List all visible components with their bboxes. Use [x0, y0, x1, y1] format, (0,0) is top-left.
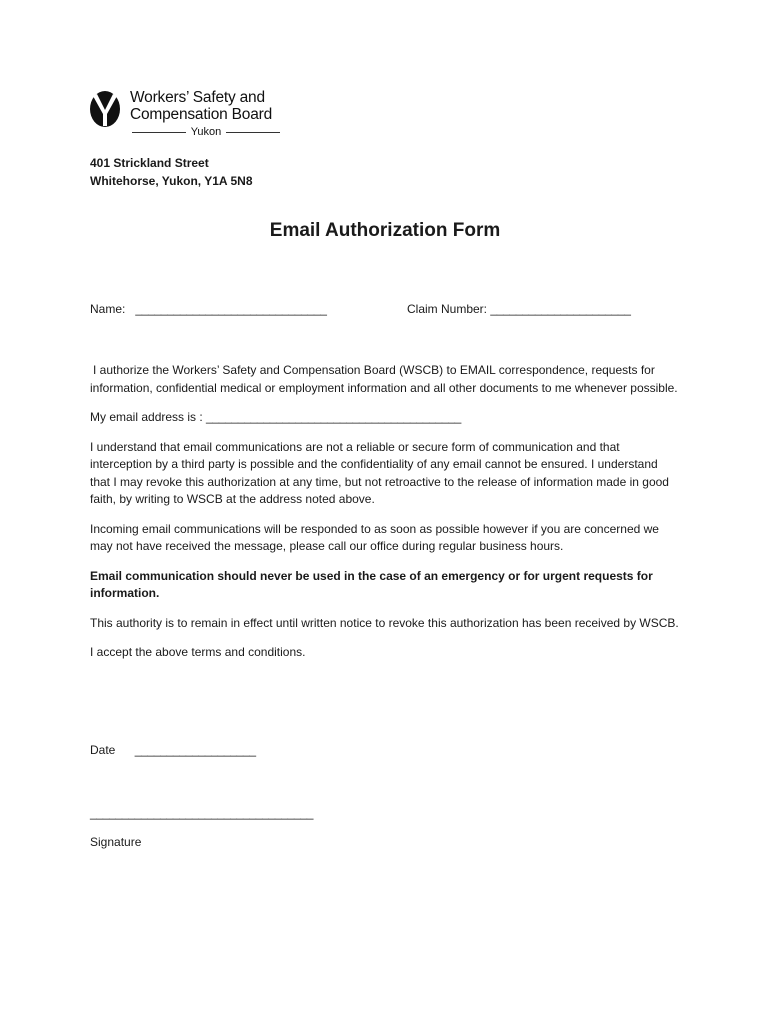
understanding-paragraph: I understand that email communications are not a reliable or secure form of communication and that interception by a third party is possible and the confidentiality of any email cannot be ensured. I understand that I may revoke this authorization at any time, but not retroactive to the release of information made in good faith, by writing to WSCB at the address noted above. — [90, 439, 669, 506]
logo-subtitle-text: Yukon — [190, 126, 222, 138]
page-title: Email Authorization Form — [269, 220, 501, 241]
address-street: 401 Strickland Street — [90, 156, 209, 170]
wscb-logo-mark-icon — [88, 88, 124, 128]
accept-terms-paragraph: I accept the above terms and conditions. — [90, 645, 306, 659]
authority-duration-paragraph: This authority is to remain in effect until written notice to revoke this authorization has been received by WSCB. — [90, 615, 679, 630]
claim-number-blank[interactable]: ______________________ — [490, 302, 631, 316]
email-blank[interactable]: ________________________________________ — [206, 410, 462, 424]
date-field[interactable] — [90, 743, 256, 757]
form-body — [90, 362, 680, 674]
address-city: Whitehorse, Yukon, Y1A 5N8 — [90, 174, 253, 188]
signature-line[interactable]: ___________________________________ — [90, 806, 314, 820]
logo-text-line2: Compensation Board — [130, 106, 273, 123]
email-field[interactable] — [90, 409, 680, 427]
name-label: Name: — [90, 302, 126, 316]
name-blank[interactable]: ______________________________ — [135, 302, 327, 316]
claim-number-field[interactable] — [407, 302, 631, 316]
logo-rule-right — [226, 132, 280, 133]
date-label: Date — [90, 743, 116, 757]
logo-subtitle — [132, 125, 280, 139]
name-field[interactable] — [90, 302, 327, 316]
incoming-email-paragraph: Incoming email communications will be responded to as soon as possible however if you are concerned we may not have received the message, please call our office during regular business hours. — [90, 521, 659, 553]
emergency-warning-paragraph: Email communication should never be used in the case of an emergency or for urgent requests for information. — [90, 568, 653, 600]
date-blank[interactable]: ___________________ — [134, 743, 256, 757]
logo-rule-left — [132, 132, 186, 133]
wscb-logo — [88, 86, 288, 142]
signature-label: Signature — [90, 835, 142, 849]
address-block — [90, 154, 253, 190]
claim-number-label: Claim Number: — [407, 302, 488, 316]
authorization-paragraph: I authorize the Workers’ Safety and Compensation Board (WSCB) to EMAIL correspondence, requests for information, confidential medical or employment information and all other documents to me whenever possible. — [90, 363, 678, 395]
logo-text-line1: Workers’ Safety and — [130, 89, 265, 106]
email-label: My email address is : — [90, 410, 203, 424]
